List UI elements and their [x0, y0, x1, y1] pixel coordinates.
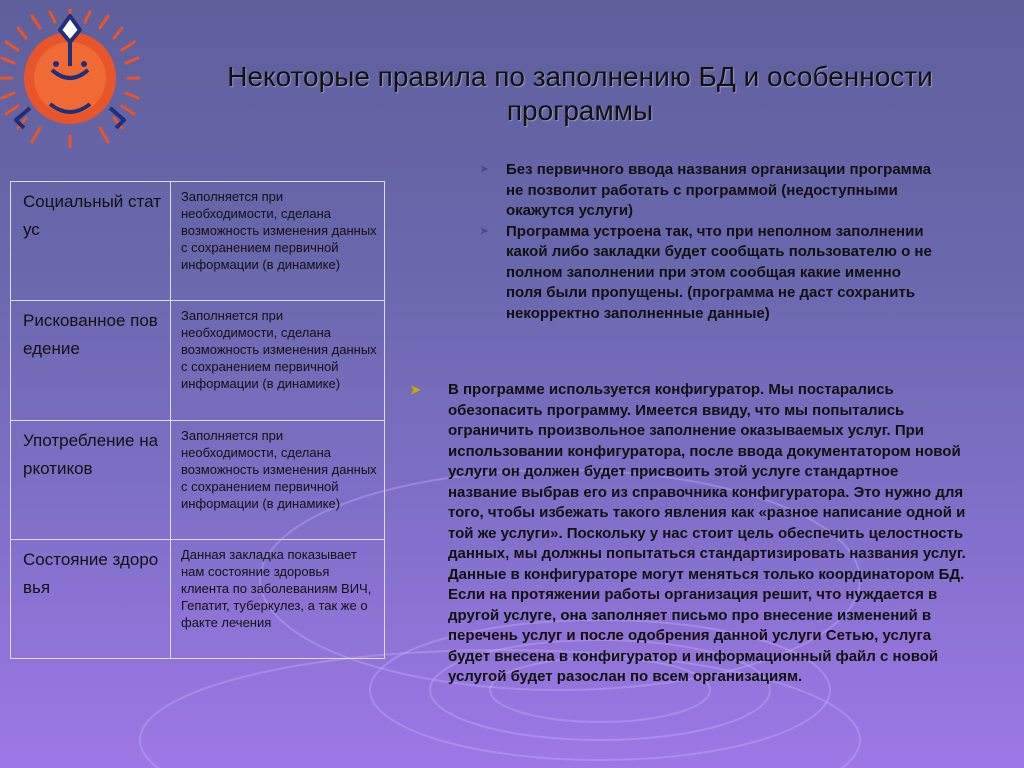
sun-logo — [0, 8, 140, 148]
bullet-text: В программе используется конфигуратор. Мы постарались обезопасить программу. Имеется ввиду, что мы попытались ограничить произвольное заполнение оказываемых услуг. При использовании конфигуратора, после ввода документатором новой услуги он должен будет присвоить этой услуге стандартное название выбрав его из справочника конфигуратора. Это нужно для того, чтобы избежать такого явления как «разное написание одной и той же услуги». Поскольку у нас стоит цель обеспечить целостность данных, мы должны попытаться стандартизировать названия услуг. Данные в конфигураторе могут меняться только координатором БД. Если на протяжении работы организация решит, что нуждается в другой услуге, она заполняет письмо про внесение изменений в перечень услуг и после одобрения данной услуги Сетью, услуга будет внесена в конфигуратор и информационный файл с новой услугой будет разослан по всем организациям. — [448, 381, 966, 685]
rules-table — [10, 181, 385, 659]
rules-bullet-list — [480, 160, 940, 324]
bullet-arrow-icon: ➤ — [410, 382, 421, 397]
table-row — [11, 539, 385, 658]
row-description: Заполняется при необходимости, сделана возможность изменения данных с сохранением первичной информации (в динамике) — [171, 182, 385, 301]
configurator-bullet-list — [410, 380, 970, 688]
bullet-arrow-icon: ➤ — [480, 225, 489, 237]
list-item — [480, 160, 940, 222]
bullet-text: Без первичного ввода названия организации программа не позволит работать с программой (недоступными окажутся услуги) — [506, 161, 932, 219]
row-name: Употребление наркотиков — [11, 420, 171, 539]
table-row — [11, 301, 385, 420]
bullet-arrow-icon: ➤ — [480, 164, 489, 175]
row-name: Рискованное поведение — [11, 301, 171, 420]
row-description: Заполняется при необходимости, сделана возможность изменения данных с сохранением первичной информации (в динамике) — [171, 301, 385, 420]
row-name: Состояние здоровья — [11, 539, 171, 658]
bullet-text: Программа устроена так, что при неполном заполнении какой либо закладки будет сообщать пользователю о не полном заполнении при этом сообщая какие именно поля были пропущены. (программа не даст сохранить некорректно заполненные данные) — [506, 222, 932, 322]
row-name: Социальный статус — [11, 182, 171, 301]
list-item — [480, 222, 940, 325]
table-row — [11, 182, 385, 301]
page-title: Некоторые правила по заполнению БД и особенности программы — [227, 61, 933, 126]
list-item — [410, 380, 970, 688]
table-row — [11, 420, 385, 539]
row-description: Заполняется при необходимости, сделана возможность изменения данных с сохранением первичной информации (в динамике) — [171, 420, 385, 539]
row-description: Данная закладка показывает нам состояние здоровья клиента по заболеваниям ВИЧ, Гепатит, туберкулез, а так же о факте лечения — [171, 539, 385, 658]
